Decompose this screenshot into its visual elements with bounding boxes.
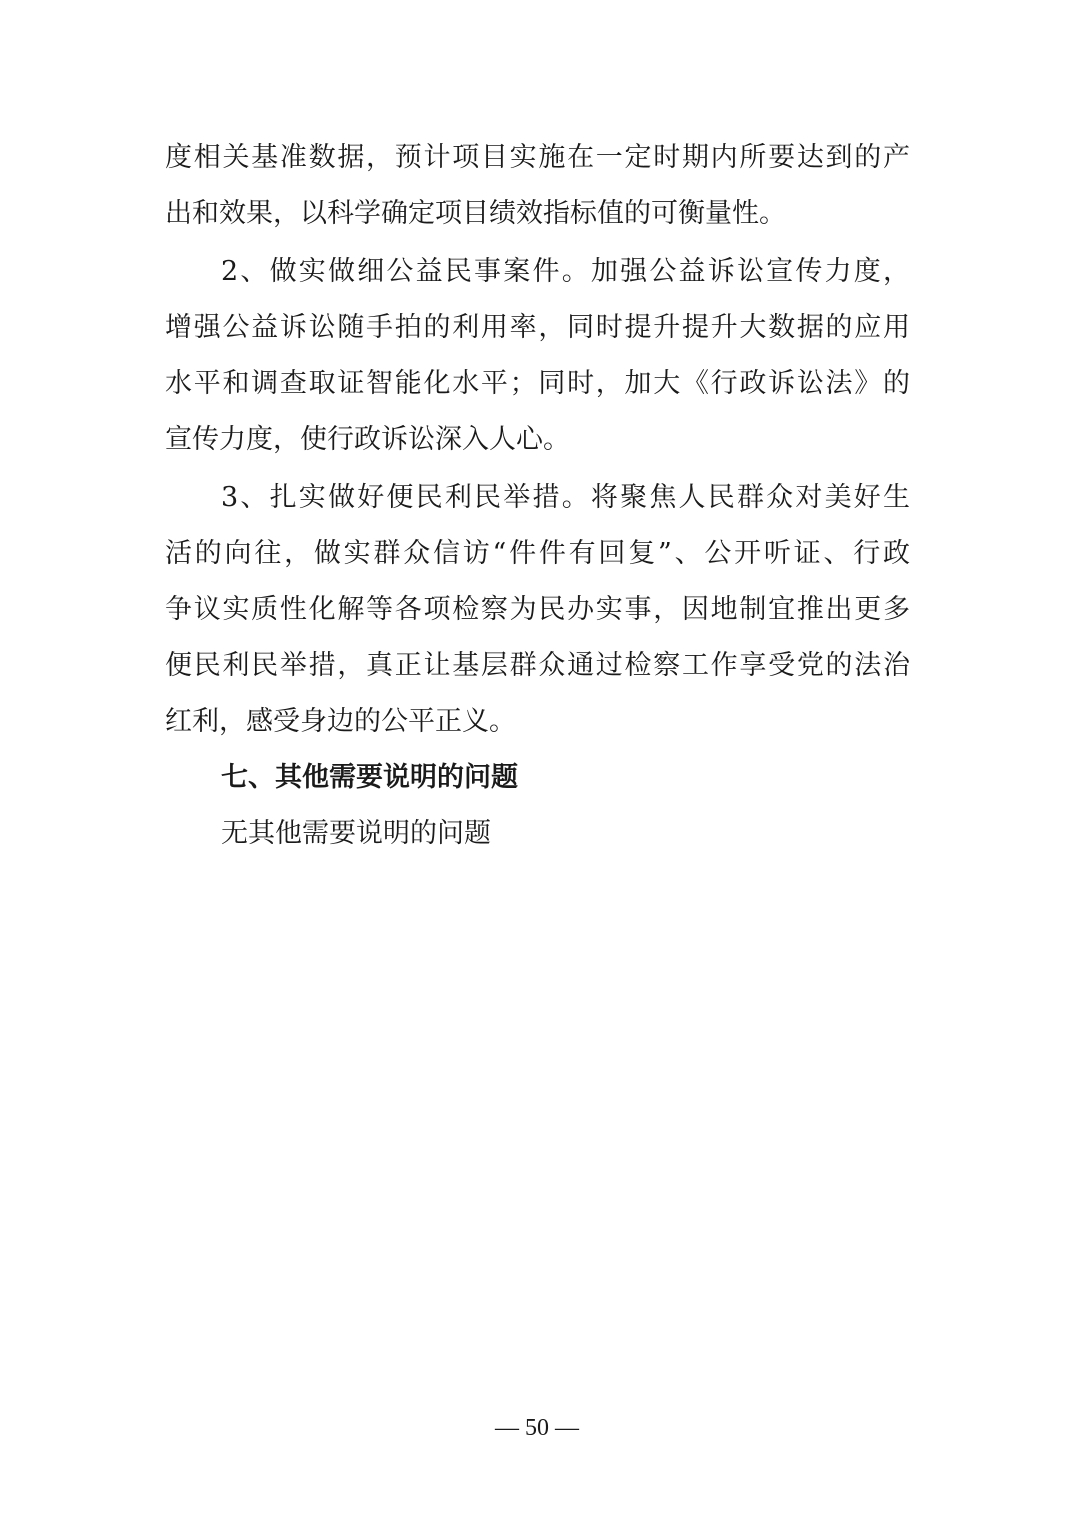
paragraph-2-line-4: 宣传力度，使行政诉讼深入人心。: [165, 424, 570, 455]
page-number: — 50 —: [495, 1415, 579, 1441]
paragraph-2-line-1: 2、做实做细公益民事案件。加强公益诉讼宣传力度，: [221, 256, 910, 287]
paragraph-2-line-2: 增强公益诉讼随手拍的利用率，同时提升提升大数据的应用: [165, 312, 910, 343]
paragraph-3-line-3: 争议实质性化解等各项检察为民办实事，因地制宜推出更多: [165, 594, 910, 625]
paragraph-3-line-4: 便民利民举措，真正让基层群众通过检察工作享受党的法治: [165, 650, 910, 681]
paragraph-3-line-5: 红利，感受身边的公平正义。: [165, 706, 516, 737]
paragraph-1-line-2: 出和效果，以科学确定项目绩效指标值的可衡量性。: [165, 198, 786, 229]
paragraph-3-line-2: 活的向往，做实群众信访“件件有回复”、公开听证、行政: [165, 538, 910, 569]
section-heading: 七、其他需要说明的问题: [221, 762, 518, 793]
paragraph-1-line-1: 度相关基准数据，预计项目实施在一定时期内所要达到的产: [165, 142, 910, 173]
paragraph-3-line-1: 3、扎实做好便民利民举措。将聚焦人民群众对美好生: [221, 482, 910, 513]
paragraph-2-line-3: 水平和调查取证智能化水平；同时，加大《行政诉讼法》的: [165, 368, 910, 399]
section-body: 无其他需要说明的问题: [221, 818, 491, 849]
